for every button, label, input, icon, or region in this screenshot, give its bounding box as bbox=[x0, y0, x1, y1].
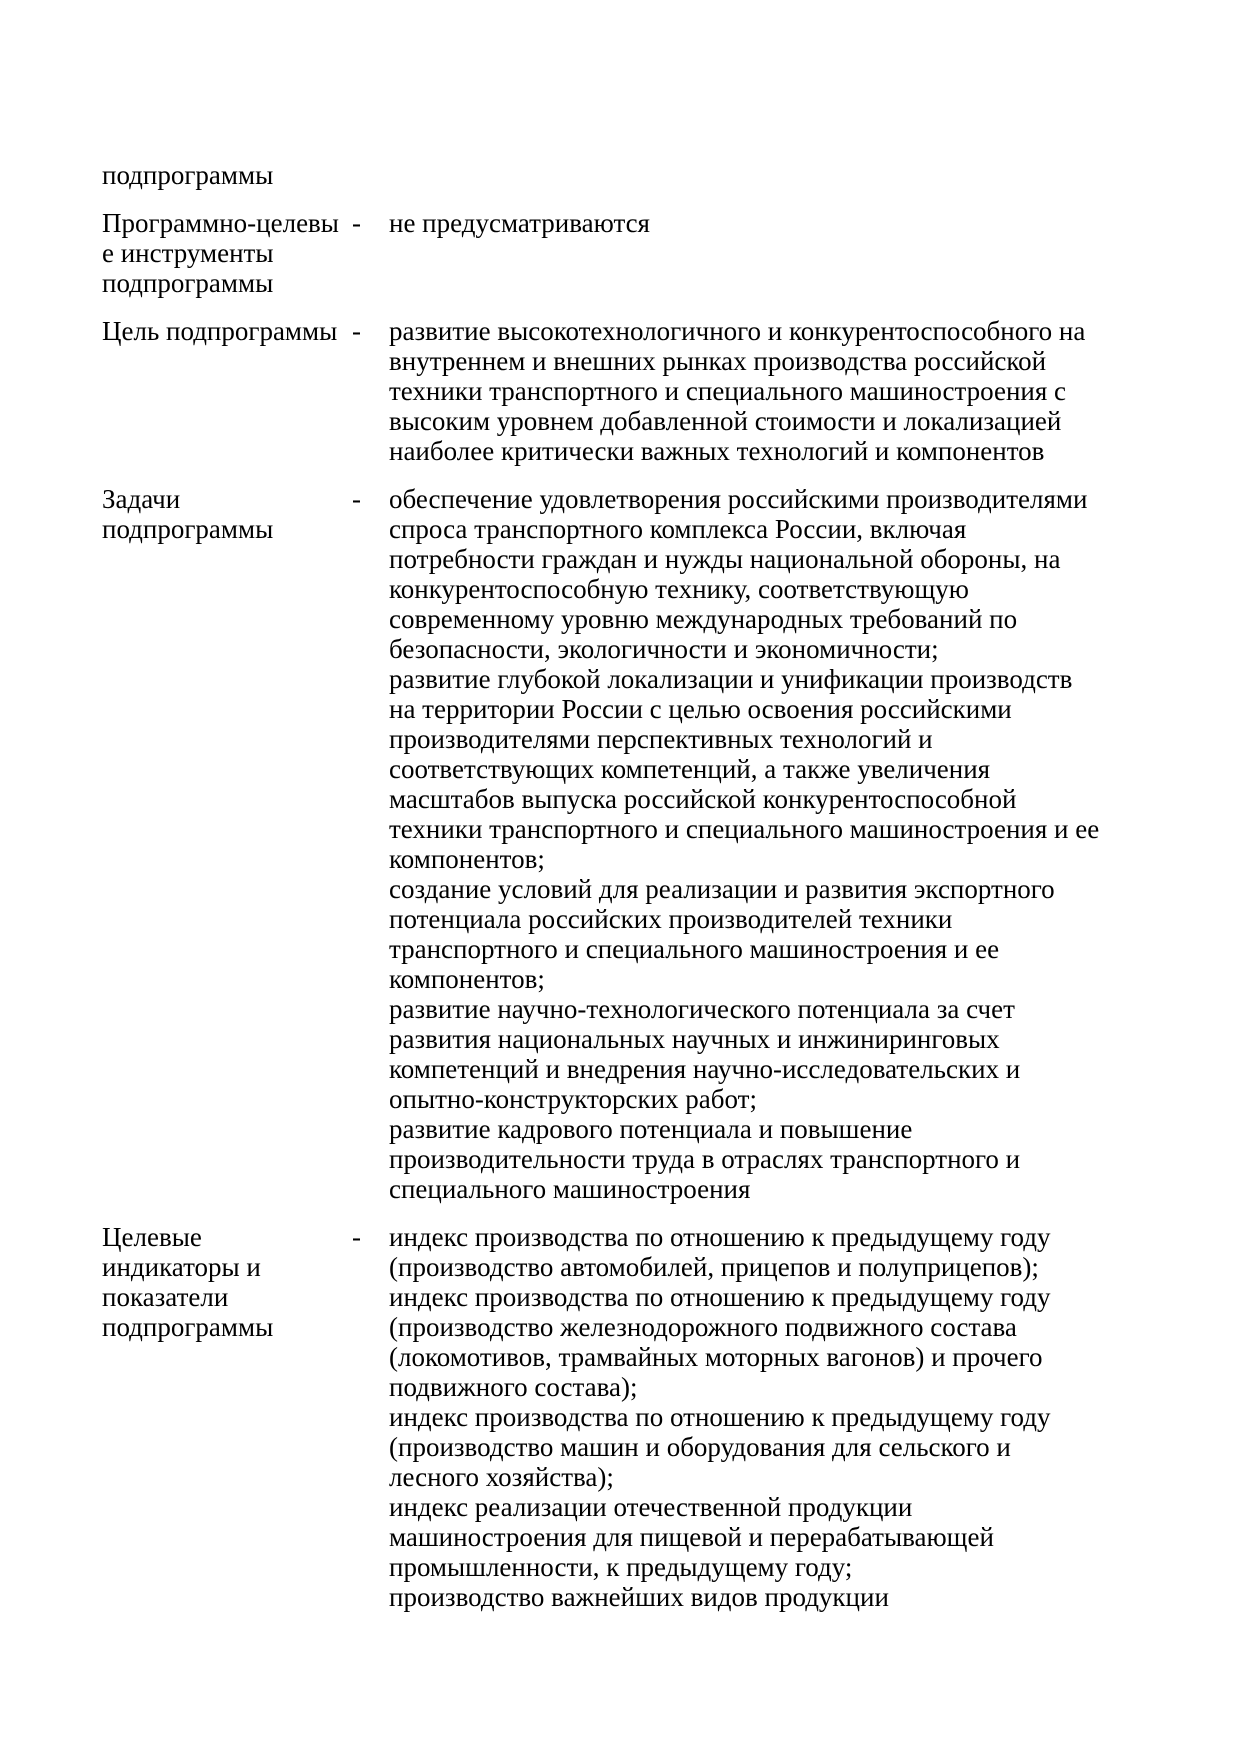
row-body-line: развитие высокотехнологичного и конкурентоспособного на bbox=[389, 316, 1086, 346]
row-body-line: высоким уровнем добавленной стоимости и локализацией bbox=[389, 406, 1062, 436]
row-label-line: подпрограммы bbox=[102, 1312, 274, 1342]
row-label-line: показатели bbox=[102, 1282, 229, 1312]
row-body-line: техники транспортного и специального машиностроения с bbox=[389, 376, 1067, 406]
row-body-line: наиболее критически важных технологий и компонентов bbox=[389, 436, 1045, 466]
doc-row-continuation bbox=[102, 160, 1182, 190]
row-body-line: лесного хозяйства); bbox=[389, 1462, 614, 1492]
doc-row-subprogram-goal bbox=[102, 316, 1182, 466]
row-body-line: не предусматриваются bbox=[389, 208, 650, 238]
row-body-line: развитие научно-технологического потенциала за счет bbox=[389, 994, 1015, 1024]
row-label-line: Программно-целевы bbox=[102, 208, 339, 238]
row-body-line: внутреннем и внешних рынках производства российской bbox=[389, 346, 1047, 376]
row-body-line: подвижного состава); bbox=[389, 1372, 638, 1402]
row-label bbox=[102, 316, 352, 346]
row-label-line: Задачи bbox=[102, 484, 181, 514]
row-body-line: производительности труда в отраслях транспортного и bbox=[389, 1144, 1021, 1174]
row-dash bbox=[352, 484, 389, 514]
dash-separator: - bbox=[352, 208, 361, 238]
row-body bbox=[389, 208, 1182, 238]
row-body bbox=[389, 316, 1182, 466]
dash-separator: - bbox=[352, 484, 361, 514]
row-label-line: подпрограммы bbox=[102, 160, 274, 190]
row-body-line: спроса транспортного комплекса России, включая bbox=[389, 514, 967, 544]
row-body-line: компонентов; bbox=[389, 964, 545, 994]
row-dash bbox=[352, 208, 389, 238]
row-label-line: Целевые bbox=[102, 1222, 202, 1252]
row-body-line: машиностроения для пищевой и перерабатывающей bbox=[389, 1522, 994, 1552]
doc-row-target-indicators bbox=[102, 1222, 1182, 1612]
row-label-line: индикаторы и bbox=[102, 1252, 261, 1282]
row-label bbox=[102, 1222, 352, 1342]
row-body-line: (производство железнодорожного подвижного состава bbox=[389, 1312, 1017, 1342]
row-body-line: индекс производства по отношению к предыдущему году bbox=[389, 1222, 1051, 1252]
row-body-line: (локомотивов, трамвайных моторных вагонов) и прочего bbox=[389, 1342, 1043, 1372]
row-body-line: опытно-конструкторских работ; bbox=[389, 1084, 757, 1114]
document-rows bbox=[102, 160, 1182, 1612]
row-body-line: потребности граждан и нужды национальной обороны, на bbox=[389, 544, 1061, 574]
row-body-line: компетенций и внедрения научно-исследовательских и bbox=[389, 1054, 1021, 1084]
row-label bbox=[102, 484, 352, 544]
row-body-line: потенциала российских производителей техники bbox=[389, 904, 953, 934]
row-body-line: производство важнейших видов продукции bbox=[389, 1582, 889, 1612]
row-body-line: индекс реализации отечественной продукции bbox=[389, 1492, 913, 1522]
row-body-line: техники транспортного и специального машиностроения и ее bbox=[389, 814, 1100, 844]
row-dash bbox=[352, 1222, 389, 1252]
row-body-line: на территории России с целью освоения российскими bbox=[389, 694, 1012, 724]
row-label-line: Цель подпрограммы bbox=[102, 316, 338, 346]
doc-row-subprogram-tasks bbox=[102, 484, 1182, 1204]
dash-separator: - bbox=[352, 1222, 361, 1252]
row-body-line: масштабов выпуска российской конкурентоспособной bbox=[389, 784, 1017, 814]
row-body-line: индекс производства по отношению к предыдущему году bbox=[389, 1282, 1051, 1312]
row-label-line: е инструменты bbox=[102, 238, 274, 268]
row-body bbox=[389, 484, 1182, 1204]
row-body-line: соответствующих компетенций, а также увеличения bbox=[389, 754, 991, 784]
row-body-line: производителями перспективных технологий и bbox=[389, 724, 933, 754]
doc-row-program-target-instruments bbox=[102, 208, 1182, 298]
row-label bbox=[102, 160, 352, 190]
row-body-line: развитие кадрового потенциала и повышение bbox=[389, 1114, 913, 1144]
row-body-line: (производство автомобилей, прицепов и полуприцепов); bbox=[389, 1252, 1039, 1282]
row-body-line: транспортного и специального машиностроения и ее bbox=[389, 934, 1000, 964]
row-body-line: современному уровню международных требований по bbox=[389, 604, 1018, 634]
row-body-line: компонентов; bbox=[389, 844, 545, 874]
row-body-line: индекс производства по отношению к предыдущему году bbox=[389, 1402, 1051, 1432]
dash-separator: - bbox=[352, 316, 361, 346]
row-body bbox=[389, 1222, 1182, 1612]
row-body-line: конкурентоспособную технику, соответствующую bbox=[389, 574, 969, 604]
row-body-line: промышленности, к предыдущему году; bbox=[389, 1552, 853, 1582]
row-dash bbox=[352, 316, 389, 346]
row-body-line: развитие глубокой локализации и унификации производств bbox=[389, 664, 1073, 694]
row-label-line: подпрограммы bbox=[102, 514, 274, 544]
row-body-line: развития национальных научных и инжиниринговых bbox=[389, 1024, 1000, 1054]
row-body-line: обеспечение удовлетворения российскими производителями bbox=[389, 484, 1088, 514]
row-body-line: специального машиностроения bbox=[389, 1174, 751, 1204]
row-body-line: создание условий для реализации и развития экспортного bbox=[389, 874, 1055, 904]
row-body-line: (производство машин и оборудования для сельского и bbox=[389, 1432, 1011, 1462]
row-label-line: подпрограммы bbox=[102, 268, 274, 298]
row-label bbox=[102, 208, 352, 298]
row-body-line: безопасности, экологичности и экономичности; bbox=[389, 634, 939, 664]
